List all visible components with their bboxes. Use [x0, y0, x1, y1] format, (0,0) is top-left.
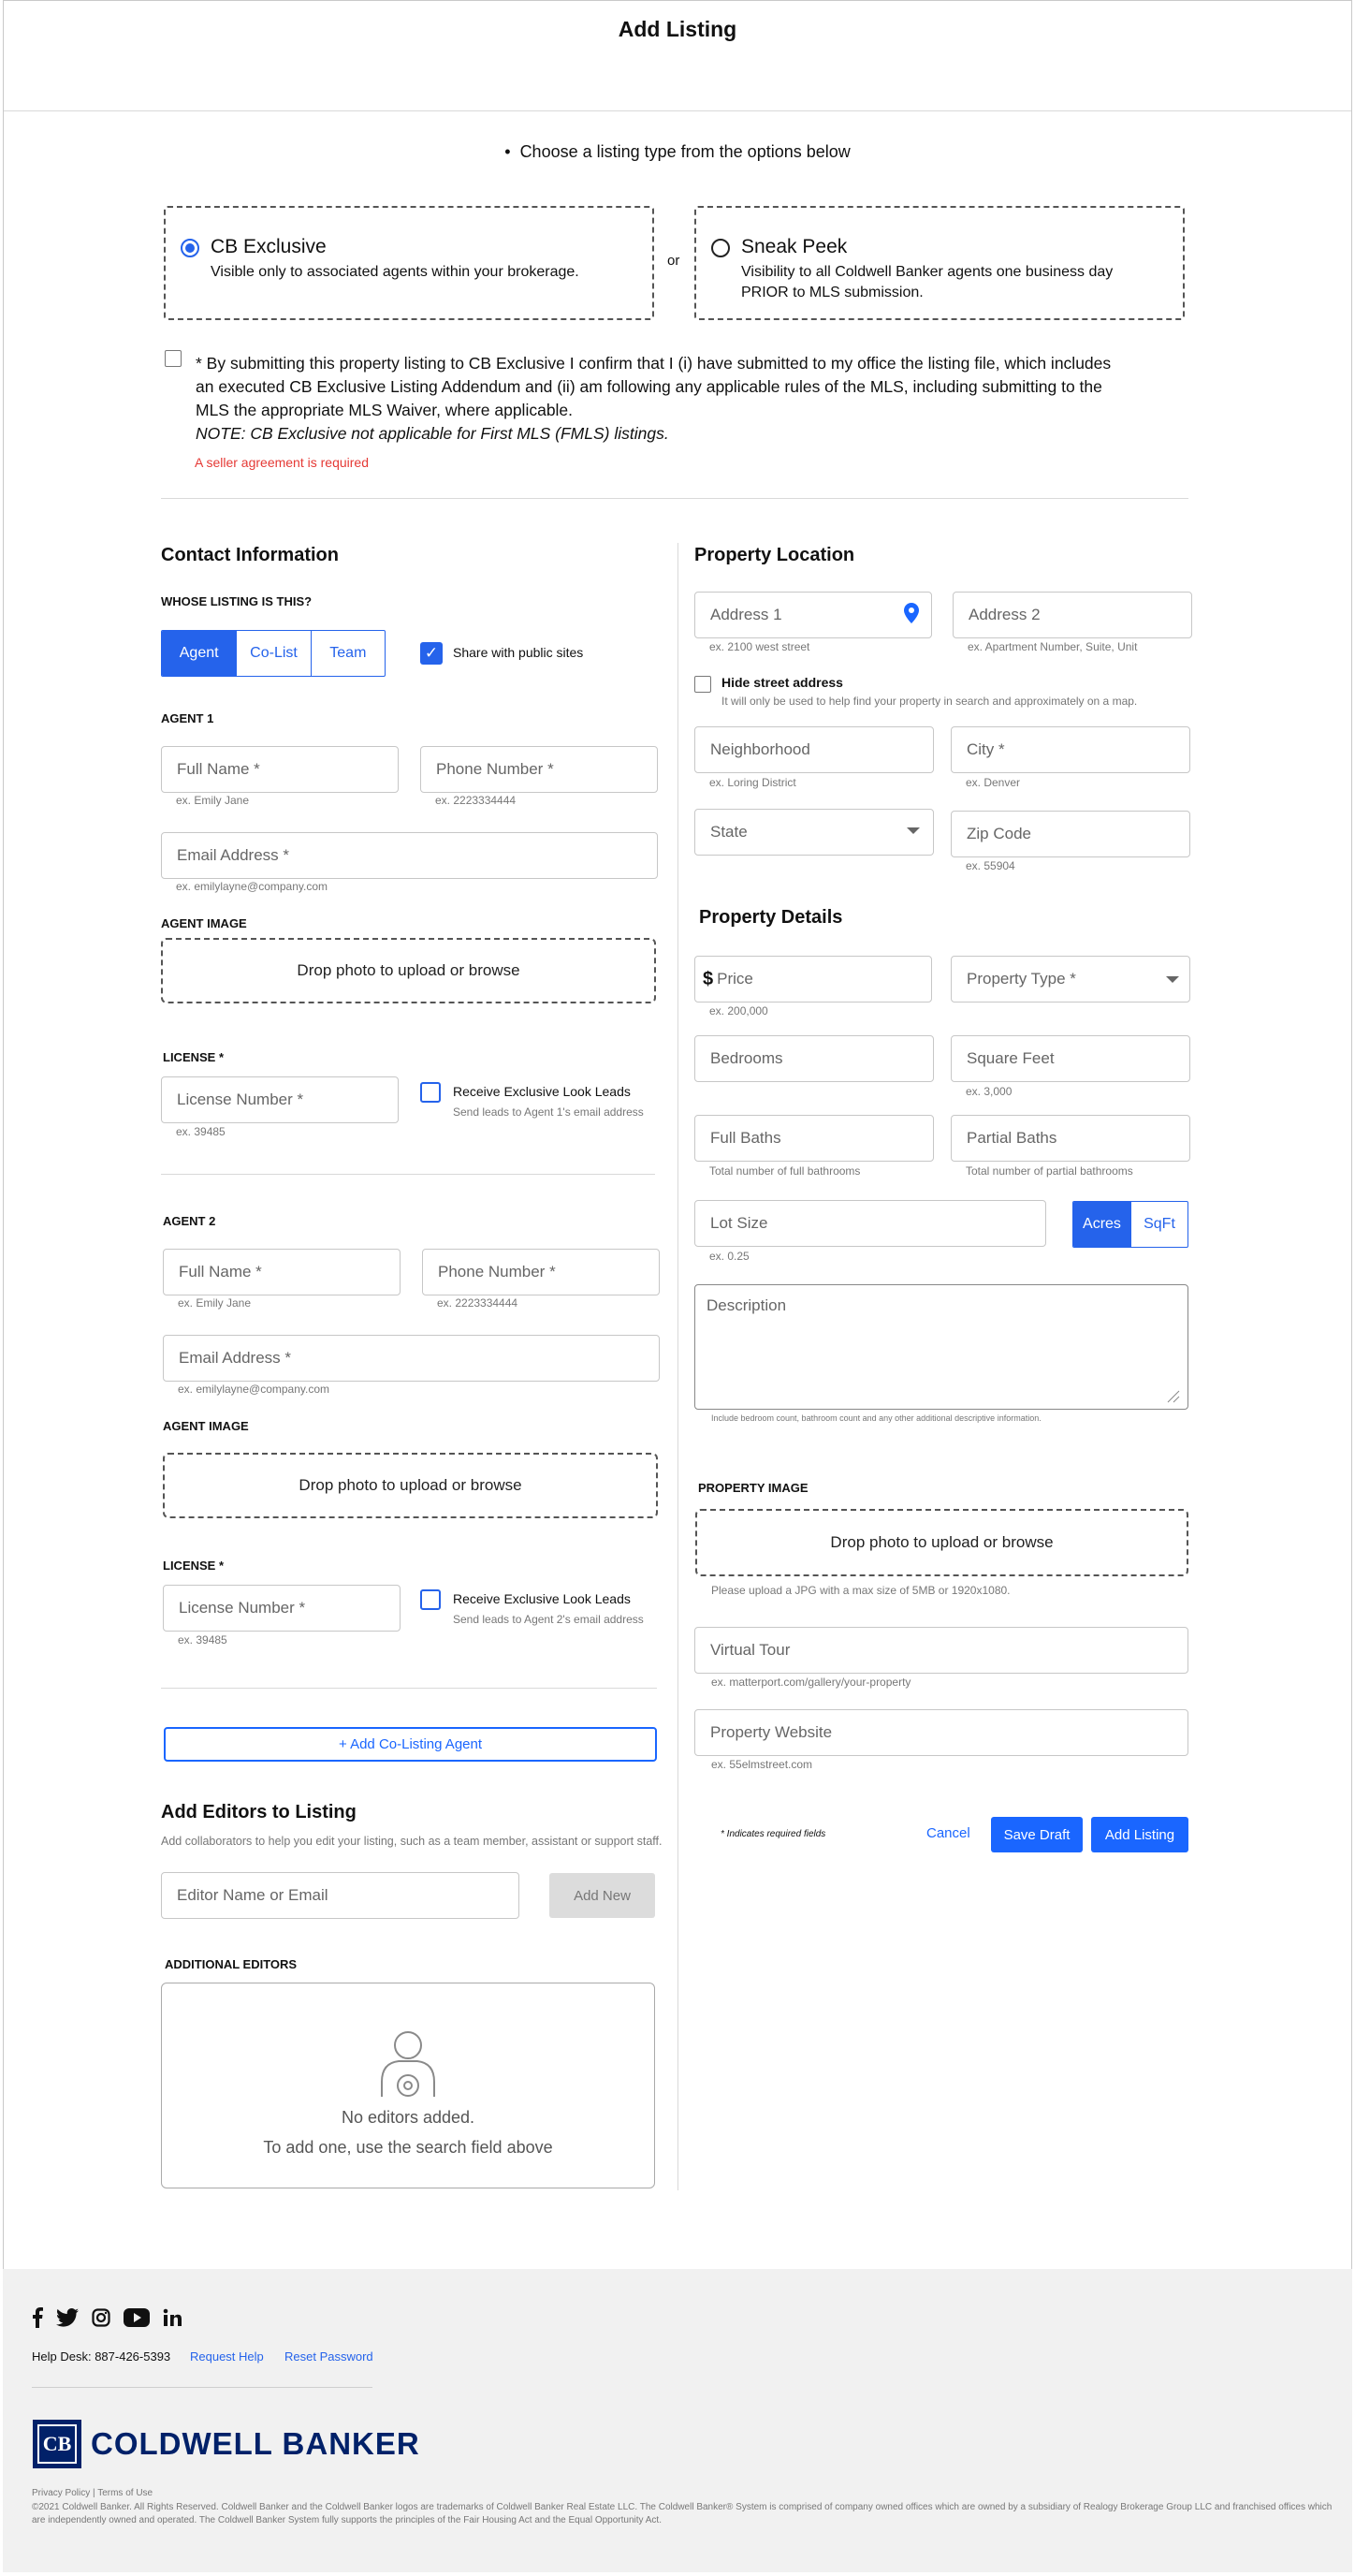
cb-exclusive-option[interactable] [164, 206, 654, 320]
unit-acres[interactable]: Acres [1073, 1202, 1130, 1247]
agent-1-license-input[interactable]: License Number * [161, 1076, 399, 1123]
twitter-icon[interactable] [56, 2308, 79, 2327]
cb-exclusive-desc: Visible only to associated agents within your brokerage. [211, 264, 579, 280]
footer-legal: ©2021 Coldwell Banker. All Rights Reserved. Coldwell Banker and the Coldwell Banker logos are trademarks of Coldwell Banker Real Estate LLC. The Coldwell Banker® System is comprised of company owned offices which are owned by a subsidiary of Realogy Brokerage Group LLC and franchised offices which are independently owned and operated. The Coldwell Banker System fully supports the principles of the Fair Housing Act and the Equal Opportunity Act. [32, 2502, 1333, 2525]
agent-2-leads-hint: Send leads to Agent 2's email address [453, 1613, 644, 1626]
resize-handle-icon[interactable] [1164, 1387, 1181, 1404]
save-draft-button[interactable]: Save Draft [991, 1817, 1083, 1852]
partial-baths-input[interactable]: Partial Baths [951, 1115, 1190, 1162]
property-location-title: Property Location [694, 545, 855, 565]
agent-divider [161, 1174, 655, 1175]
agent-2-license-input[interactable]: License Number * [163, 1585, 401, 1632]
agent-1-label: AGENT 1 [161, 711, 214, 725]
price-hint: ex. 200,000 [709, 1004, 768, 1017]
agent-2-email-hint: ex. emilylayne@company.com [178, 1383, 330, 1396]
city-input[interactable]: City * [951, 726, 1190, 773]
whose-listing-label: WHOSE LISTING IS THIS? [161, 594, 313, 608]
section-divider [161, 498, 1188, 499]
coldwell-banker-logo-text: COLDWELL BANKER [91, 2426, 420, 2461]
agent-2-leads-label: Receive Exclusive Look Leads [453, 1591, 631, 1606]
hide-address-label: Hide street address [721, 675, 843, 690]
agent-1-email-input[interactable]: Email Address * [161, 832, 658, 879]
request-help-link[interactable]: Request Help [190, 2349, 264, 2364]
agreement-text: * By submitting this property listing to CB Exclusive I confirm that I (i) have submitted to my office the listing file, which includes an executed CB Exclusive Listing Addendum and (ii) am following any applicable rules of the MLS, including submitting to the MLS the appropriate MLS Waiver, where applicable. NOTE: CB Exclusive not applicable for First MLS (FMLS) listings. [196, 354, 1112, 443]
social-links [32, 2305, 200, 2331]
page-title: Add Listing [618, 17, 737, 41]
add-editor-button[interactable]: Add New [549, 1873, 655, 1918]
add-colisting-agent-button[interactable]: + Add Co-Listing Agent [164, 1727, 657, 1762]
unit-sqft[interactable]: SqFt [1130, 1202, 1187, 1247]
property-website-input[interactable]: Property Website [694, 1709, 1188, 1756]
city-hint: ex. Denver [966, 776, 1021, 789]
description-textarea[interactable]: Description [694, 1284, 1188, 1410]
agent-1-email-hint: ex. emilylayne@company.com [176, 880, 328, 893]
footer-policy-links[interactable]: Privacy Policy | Terms of Use [32, 2488, 153, 2498]
editor-search-input[interactable]: Editor Name or Email [161, 1872, 519, 1919]
agent-2-full-name-hint: ex. Emily Jane [178, 1296, 252, 1310]
agent-1-photo-dropzone[interactable]: Drop photo to upload or browse [161, 938, 656, 1003]
additional-editors-label: ADDITIONAL EDITORS [165, 1957, 298, 1971]
location-pin-icon[interactable] [904, 603, 919, 623]
virtual-tour-input[interactable]: Virtual Tour [694, 1627, 1188, 1674]
cb-exclusive-title: CB Exclusive [211, 236, 327, 257]
editors-title: Add Editors to Listing [161, 1802, 357, 1822]
agent-2-license-hint: ex. 39485 [178, 1633, 227, 1647]
editors-empty-hint: To add one, use the search field above [263, 2138, 553, 2157]
contact-info-title: Contact Information [161, 545, 339, 565]
property-type-select[interactable]: Property Type * [951, 956, 1190, 1003]
reset-password-link[interactable]: Reset Password [284, 2349, 373, 2364]
agent-2-full-name-input[interactable]: Full Name * [163, 1249, 401, 1295]
agent-2-label: AGENT 2 [163, 1214, 216, 1228]
listing-type-instruction: • Choose a listing type from the options below [504, 142, 851, 161]
property-photo-hint: Please upload a JPG with a max size of 5MB or 1920x1080. [711, 1584, 1011, 1597]
editors-desc: Add collaborators to help you edit your listing, such as a team member, assistant or support staff. [161, 1835, 663, 1848]
property-details-title: Property Details [699, 907, 843, 928]
price-input[interactable]: $ Price [694, 956, 932, 1003]
cb-exclusive-radio[interactable] [181, 239, 199, 257]
share-public-checkbox[interactable]: ✓ [420, 642, 443, 665]
header-divider [4, 110, 1351, 111]
coldwell-banker-logo-mark: CB [33, 2420, 81, 2468]
agent-2-phone-input[interactable]: Phone Number * [422, 1249, 660, 1295]
agent-2-phone-hint: ex. 2223334444 [437, 1296, 518, 1310]
lot-size-input[interactable]: Lot Size [694, 1200, 1046, 1247]
property-website-hint: ex. 55elmstreet.com [711, 1758, 813, 1771]
full-baths-input[interactable]: Full Baths [694, 1115, 934, 1162]
address-2-hint: ex. Apartment Number, Suite, Unit [968, 640, 1138, 653]
description-hint: Include bedroom count, bathroom count and any other additional descriptive information. [711, 1413, 1042, 1423]
zip-code-hint: ex. 55904 [966, 859, 1015, 872]
full-baths-hint: Total number of full bathrooms [709, 1164, 861, 1178]
sneak-peek-desc-2: PRIOR to MLS submission. [741, 285, 924, 300]
zip-code-input[interactable]: Zip Code [951, 811, 1190, 857]
hide-address-checkbox[interactable] [694, 676, 711, 693]
neighborhood-input[interactable]: Neighborhood [694, 726, 934, 773]
square-feet-input[interactable]: Square Feet [951, 1035, 1190, 1082]
sneak-peek-title: Sneak Peek [741, 236, 848, 257]
required-fields-note: * Indicates required fields [721, 1829, 826, 1839]
partial-baths-hint: Total number of partial bathrooms [966, 1164, 1133, 1178]
agent-2-leads-checkbox[interactable] [420, 1589, 441, 1610]
cancel-button[interactable]: Cancel [926, 1825, 970, 1841]
agent-2-photo-dropzone[interactable]: Drop photo to upload or browse [163, 1453, 658, 1518]
agent-1-leads-hint: Send leads to Agent 1's email address [453, 1105, 644, 1119]
tab-team[interactable]: Team [311, 631, 385, 676]
listing-owner-tabs [161, 630, 386, 677]
agent-2-email-input[interactable]: Email Address * [163, 1335, 660, 1382]
state-select[interactable]: State [694, 809, 934, 856]
property-photo-dropzone[interactable]: Drop photo to upload or browse [695, 1509, 1188, 1576]
square-feet-hint: ex. 3,000 [966, 1085, 1013, 1098]
virtual-tour-hint: ex. matterport.com/gallery/your-property [711, 1676, 911, 1689]
dollar-icon: $ [703, 968, 714, 989]
lot-unit-toggle [1072, 1201, 1188, 1248]
user-settings-icon [378, 2027, 438, 2099]
share-public-label: Share with public sites [453, 645, 584, 660]
address-1-input[interactable]: Address 1 [694, 592, 932, 638]
hide-address-hint: It will only be used to help find your property in search and approximately on a map. [721, 695, 1138, 708]
tab-co-list[interactable]: Co-List [236, 631, 310, 676]
agent-1-leads-checkbox[interactable] [420, 1082, 441, 1103]
agent-1-license-label: LICENSE * [163, 1050, 225, 1064]
agent-2-divider [161, 1688, 657, 1689]
lot-size-hint: ex. 0.25 [709, 1250, 750, 1263]
address-2-input[interactable]: Address 2 [953, 592, 1192, 638]
footer-divider [32, 2387, 372, 2388]
agent-2-image-label: AGENT IMAGE [163, 1419, 249, 1433]
agent-1-phone-input[interactable]: Phone Number * [420, 746, 658, 793]
agreement-checkbox[interactable] [165, 350, 182, 367]
agent-1-phone-hint: ex. 2223334444 [435, 794, 517, 807]
agent-1-leads-label: Receive Exclusive Look Leads [453, 1084, 631, 1099]
agent-1-full-name-hint: ex. Emily Jane [176, 794, 250, 807]
editors-empty-title: No editors added. [341, 2108, 475, 2127]
address-1-hint: ex. 2100 west street [709, 640, 810, 653]
agent-1-image-label: AGENT IMAGE [161, 916, 247, 930]
neighborhood-hint: ex. Loring District [709, 776, 796, 789]
agent-2-license-label: LICENSE * [163, 1559, 225, 1573]
sneak-peek-desc: Visibility to all Coldwell Banker agents one business day [741, 264, 1114, 280]
agent-1-full-name-input[interactable]: Full Name * [161, 746, 399, 793]
instagram-icon[interactable] [92, 2308, 110, 2327]
youtube-icon[interactable] [124, 2308, 150, 2327]
facebook-icon[interactable] [32, 2307, 43, 2328]
or-label: or [667, 253, 680, 269]
tab-agent[interactable]: Agent [162, 631, 236, 676]
chevron-down-icon [907, 827, 920, 834]
helpdesk-text: Help Desk: 887-426-5393 [32, 2349, 171, 2364]
property-image-label: PROPERTY IMAGE [698, 1481, 809, 1495]
linkedin-icon[interactable] [163, 2308, 182, 2327]
chevron-down-icon [1166, 976, 1179, 983]
agreement-error: A seller agreement is required [195, 455, 369, 470]
bedrooms-input[interactable]: Bedrooms [694, 1035, 934, 1082]
add-listing-button[interactable]: Add Listing [1091, 1817, 1188, 1852]
sneak-peek-option[interactable] [694, 206, 1185, 320]
agent-1-license-hint: ex. 39485 [176, 1125, 226, 1138]
sneak-peek-radio[interactable] [711, 239, 730, 257]
